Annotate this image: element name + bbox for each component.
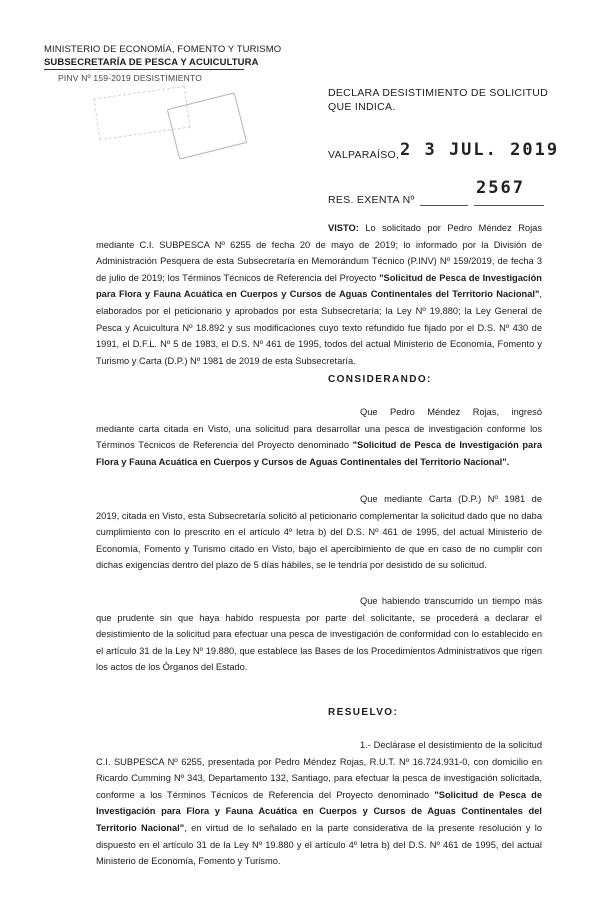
- place-label: VALPARAÍSO,: [328, 149, 400, 161]
- resolution-label: RES. EXENTA Nº: [328, 194, 415, 206]
- visto-project-title: "Solicitud de Pesca de Investigación para Flora y Fauna Acuática en Cuerpos y Cursos de Aguas Continentales del Territorio Nacional": [96, 272, 542, 300]
- resuelvo-heading: RESUELVO:: [328, 707, 399, 718]
- considerando-paragraph-2: Que mediante Carta (D.P.) Nº 1981 de 2019, citada en Visto, esta Subsecretaría solicitó al peticionario complementar la solicitud dado que no daba cumplimiento con lo prescrito en el artículo 4º letra b) del D.S. Nº 461 de 1995, del actual Ministerio de Economía, Fomento y Turismo citado en Visto, bajo el apercibimiento de que en caso de no cumplir con dichas exigencias dentro del plazo de 5 días hábiles, se le tendría por desistido de su solicitud.: [96, 494, 542, 571]
- resolution-number: 2567: [476, 178, 525, 198]
- considerando-paragraph-1: [96, 404, 542, 470]
- number-blank-right: [474, 204, 544, 206]
- ministry-name: MINISTERIO DE ECONOMÍA, FOMENTO Y TURISMO: [44, 44, 282, 55]
- resuelvo-paragraph-1: [96, 737, 542, 870]
- visto-text-1: Lo solicitado por Pedro Méndez Rojas mediante C.I. SUBPESCA Nº 6255 de fecha 20 de mayo de 2019; lo informado por la División de Administración Pesquera de esta Subsecretaría en Memorándum Técnico (P.INV) Nº 159/2019, de fecha 3 de julio de 2019; los Términos Técnicos de Referencia del Proyecto: [96, 223, 542, 283]
- visto-text-2: , elaborados por el peticionario y aprobados por esta Subsecretaría; la Ley Nº 19.880; la Ley General de Pesca y Acuicultura Nº 18.892 y sus modificaciones cuyo texto refundido fue fijado por el D.S. Nº 430 de 1991, el D.F.L. Nº 5 de 1983, el D.S. Nº 461 de 1995, todos del actual Ministerio de Economía, Fomento y Turismo y Carta (D.P.) Nº 1981 de 2019 de esta Subsecretaría.: [96, 289, 542, 366]
- subsecretaria-name: SUBSECRETARÍA DE PESCA Y ACUICULTURA: [44, 57, 259, 68]
- considerando-heading: CONSIDERANDO:: [328, 374, 432, 385]
- number-blank-left: [420, 204, 468, 206]
- resuelvo-1-project-title: "Solicitud de Pesca de Investigación para Flora y Fauna Acuática en Cuerpos y Cursos de Aguas Continentales del Territorio Nacional": [96, 789, 542, 833]
- considerando-1-project-title: "Solicitud de Pesca de Investigación para Flora y Fauna Acuática en Cuerpos y Cursos de Aguas Continentales del Territorio Nacional".: [96, 440, 542, 467]
- resolution-date: 2 3 JUL. 2019: [400, 140, 560, 160]
- resolution-title: DECLARA DESISTIMIENTO DE SOLICITUD QUE INDICA.: [328, 87, 549, 113]
- visto-label: VISTO:: [328, 223, 359, 233]
- resuelvo-1-text-1: 1.- Declárase el desistimiento de la solicitud C.I. SUBPESCA Nº 6255, presentada por Pedro Méndez Rojas, R.U.T. Nº 16.724.931-0, con domicilio en Ricardo Cumming Nº 343, Departamento 132, Santiago, para efectuar la pesca de investigación solicitada, conforme a los Términos Técnicos de Referencia del Proyecto denominado: [96, 740, 542, 800]
- reference-code: PINV Nº 159-2019 DESISTIMIENTO: [58, 73, 203, 83]
- header-underline: [44, 69, 244, 70]
- considerando-paragraph-3: Que habiendo transcurrido un tiempo más que prudente sin que haya habido respuesta por parte del solicitante, se procederá a declarar el desistimiento de la solicitud para efectuar una pesca de investigación de conformidad con lo establecido en el artículo 31 de la Ley Nº 19.880, que establece las Bases de los Procedimientos Administrativos que rigen los actos de los Órganos del Estado.: [96, 596, 542, 673]
- resuelvo-1-text-2: , en virtud de lo señalado en la parte considerativa de la presente resolución y lo dispuesto en el artículo 31 de la Ley Nº 19.880 y el artículo 4º letra b) del D.S. Nº 461 de 1995, del actual Ministerio de Economía, Fomento y Turismo.: [96, 822, 543, 867]
- visto-paragraph: [96, 220, 542, 369]
- considerando-1-text: Que Pedro Méndez Rojas, ingresó mediante carta citada en Visto, una solicitud para desarrollar una pesca de investigación conforme los Términos Técnicos de Referencia del Proyecto denominado: [96, 407, 542, 451]
